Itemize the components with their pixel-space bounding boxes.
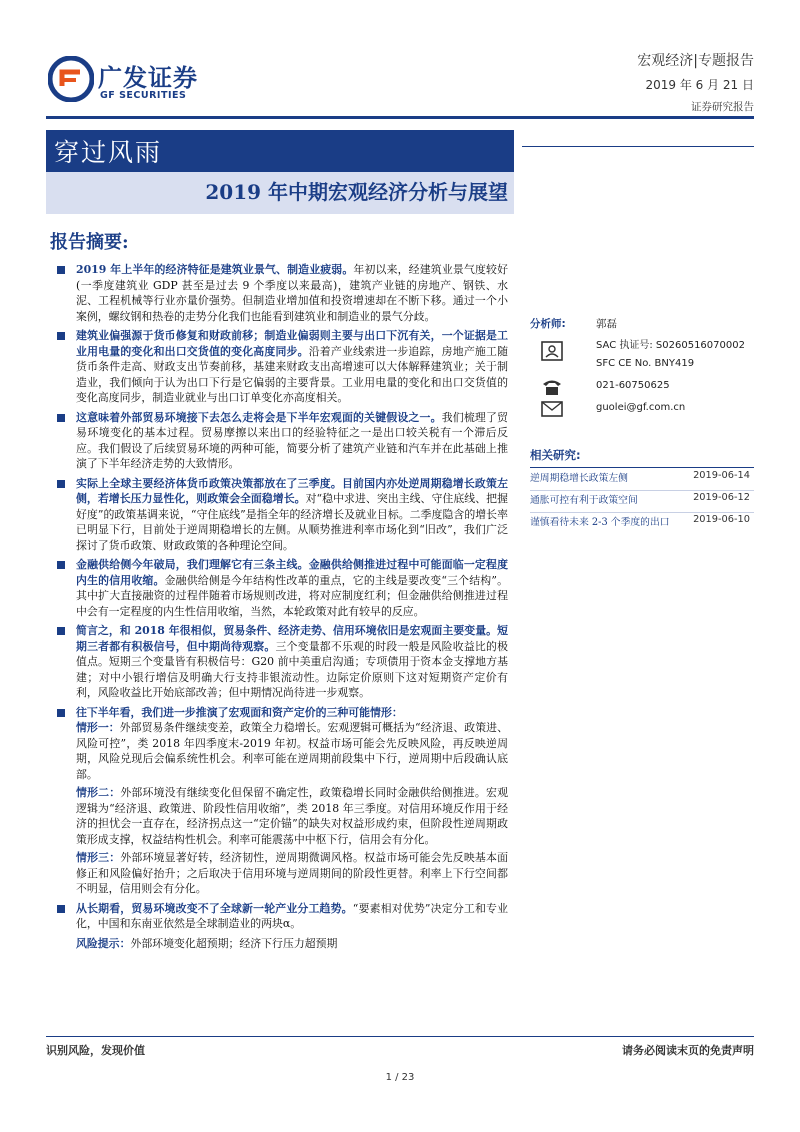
paragraph-lead: 简言之，和 2018 年很相似，贸易条件、经济走势、信用环境依旧是宏观面主要变量。短期三者都有积极信号，但中期尚待观察。 xyxy=(76,624,508,653)
page-number: 1 / 23 xyxy=(385,1072,415,1083)
related-item[interactable]: 逆周期稳增长政策左侧 2019-06-14 xyxy=(530,470,754,491)
paragraph-text: 三个变量都不乐观的时段一般是风险收益比的极值点。短期三个变量皆有积极信号：G20 前中美重启沟通；专项债用于资本金支撑地方基建；对中小银行增信及明确大行支持非银流动性。边际定价原则下这对短期资产定价有利，风险收益比开始底部改善；但中期情况尚待进一步观察。 xyxy=(76,639,508,699)
summary-paragraph xyxy=(56,623,508,701)
paragraph-lead: 金融供给侧今年破局，我们理解它有三条主线。金融供给侧推进过程中可能面临一定程度内生的信用收缩。 xyxy=(76,558,508,587)
id-card-icon xyxy=(540,340,564,362)
footer-slogan: 识别风险，发现价值 xyxy=(46,1044,145,1057)
related-research-heading: 相关研究: xyxy=(530,447,754,468)
analyst-name: 郭磊 xyxy=(596,318,617,330)
summary-paragraph xyxy=(56,901,508,952)
logo-chinese-name: 广发证券 xyxy=(98,64,198,92)
footer-disclaimer: 请务必阅读末页的免责声明 xyxy=(622,1044,754,1057)
analyst-email[interactable]: guolei@gf.com.cn xyxy=(596,402,686,413)
footer-divider xyxy=(46,1036,754,1037)
scenario-3: 情形三：外部环境显著好转，经济韧性，逆周期微调风格。权益市场可能会先反映基本面修正和风险偏好抬升；之后取决于信用环境与逆周期间的阶段性更替。利率上下行空间都不明显，信用则会有分化。 xyxy=(76,851,508,895)
summary-paragraph xyxy=(56,705,508,897)
analyst-sfc: SFC CE No. BNY419 xyxy=(596,358,695,369)
email-icon xyxy=(540,398,564,420)
analyst-sac: SAC 执证号: S0260516070002 xyxy=(596,340,745,351)
phone-icon xyxy=(540,376,564,398)
paragraph-lead: 实际上全球主要经济体货币政策决策都放在了三季度。目前国内亦处逆周期稳增长政策左侧，若增长压力显性化，则政策会全面稳增长。 xyxy=(76,476,508,505)
paragraph-text: 我们梳理了贸易环境变化的基本过程。贸易摩擦以来出口的经验特征之一是出口较关税有一个滞后反应。我们假设了后续贸易环境的两种可能，简要分析了建筑产业链和汽车并在此基础上推演了下半年经济走势的大致情形。 xyxy=(76,410,508,470)
report-date: 2019 年 6 月 21 日 xyxy=(645,78,754,92)
paragraph-text: 沿着产业线索进一步追踪，房地产施工随货币条件走高、财政支出节奏前移，基建来财政支出高增速可以大体解释建筑业；关于制造业，我们倾向于认为出口下行是它偏弱的主要背景。工业用电量的变化和出口交货值的变化高度同步，制造业就业与出口订单变化亦高度相关。 xyxy=(76,344,508,404)
summary-paragraph xyxy=(56,476,508,554)
bullet-icon xyxy=(57,332,65,340)
subtitle: 2019 年中期宏观经济分析与展望 xyxy=(205,180,508,204)
summary-paragraph xyxy=(56,557,508,619)
paragraph-text: “要素相对优势”决定分工和专业化，中国和东南亚依然是全球制造业的两块α。 xyxy=(76,901,508,930)
paragraph-lead: 建筑业偏强源于货币修复和财政前移；制造业偏弱则主要与出口下沉有关，一个证据是工业用电量的变化和出口交货值的变化高度同步。 xyxy=(76,329,508,358)
summary-paragraph xyxy=(56,262,508,324)
related-item[interactable]: 通胀可控有利于政策空间 2019-06-12 xyxy=(530,492,754,513)
paragraph-lead: 从长期看，贸易环境改变不了全球新一轮产业分工趋势。 xyxy=(76,901,353,915)
bullet-icon xyxy=(57,905,65,913)
risk-note: 风险提示：外部环境变化超预期；经济下行压力超预期 xyxy=(76,936,338,950)
logo-english-name: GF SECURITIES xyxy=(100,90,187,101)
bullet-icon xyxy=(57,266,65,274)
bullet-icon xyxy=(57,480,65,488)
paragraph-text: 金融供给侧是今年结构性改革的重点，它的主线是要改变“三个结构”。其中扩大直接融资的过程伴随着市场规则改进，将对应制度红利；但金融供给侧推进过程中会有一定程度的内生性信用收缩，当然，本轮政策对此有较早的反应。 xyxy=(76,573,508,618)
report-category: 宏观经济|专题报告 xyxy=(637,53,754,69)
summary-paragraph xyxy=(56,328,508,406)
main-title: 穿过风雨 xyxy=(54,138,163,167)
header-divider xyxy=(46,116,754,119)
analyst-label: 分析师: xyxy=(530,318,566,330)
bullet-icon xyxy=(57,414,65,422)
paragraph-text: 年初以来，经建筑业景气度较好(一季度建筑业 GDP 甚至是过去 9 个季度以来最高)，建筑产业链的房地产、钢铁、水泥、工程机械等行业亦量价强势。但制造业增加值和投资增速却在不断下移。通过一个小案例，螺纹钢和热卷的走势分化我们也能看到建筑业和制造业的景气分歧。 xyxy=(76,263,508,323)
paragraph-lead: 这意味着外部贸易环境接下去怎么走将会是下半年宏观面的关键假设之一。 xyxy=(76,410,442,424)
analyst-phone: 021-60750625 xyxy=(596,380,670,391)
gf-logo-icon xyxy=(48,56,94,102)
paragraph-text: 对“稳中求进、突出主线、守住底线、把握好度”的政策基调来说，“守住底线”是指全年的经济增长及就业目标。二季度隐含的增长率已明显下行，目前处于逆周期稳增长的左侧。从顺势推进利率市场化到“旧改”，我们广泛探讨了货币政策、财政政策的各种理论空间。 xyxy=(76,492,508,552)
summary-heading: 报告摘要: xyxy=(50,232,129,253)
summary-content xyxy=(56,262,508,955)
bullet-icon xyxy=(57,561,65,569)
related-item[interactable]: 谨慎看待未来 2-3 个季度的出口 2019-06-10 xyxy=(530,514,750,528)
summary-paragraph xyxy=(56,410,508,472)
paragraph-lead: 2019 年上半年的经济特征是建筑业景气、制造业疲弱。 xyxy=(76,263,354,276)
scenario-1: 情形一：外部贸易条件继续变差，政策全力稳增长。宏观逻辑可概括为“经济退、政策进、风险可控”，类 2018 年四季度末-2019 年初。权益市场可能会先反映风险，再反映逆周期，风险兑现后会偏系统性机会。利率可能在逆周期前段集中下行，逆周期中后段确认底部。 xyxy=(76,721,508,781)
paragraph-lead: 往下半年看，我们进一步推演了宏观面和资产定价的三种可能情形： xyxy=(76,705,403,719)
bullet-icon xyxy=(57,627,65,635)
scenario-2: 情形二：外部环境没有继续变化但保留不确定性，政策稳增长同时金融供给侧推进。宏观逻辑为“经济退、政策进、阶段性信用收缩”，类 2018 年三季度。对信用环境反作用于经济的担忧会一直存在，经济拐点这一“定价锚”的缺失对权益形成约束，但阶段性逆周期政策形成支撑，权益结构性机会。利率可能震荡中中枢下行，信用会有分化。 xyxy=(76,786,508,846)
report-type: 证券研究报告 xyxy=(691,101,754,113)
bullet-icon xyxy=(57,709,65,717)
title-band-line xyxy=(522,130,754,147)
